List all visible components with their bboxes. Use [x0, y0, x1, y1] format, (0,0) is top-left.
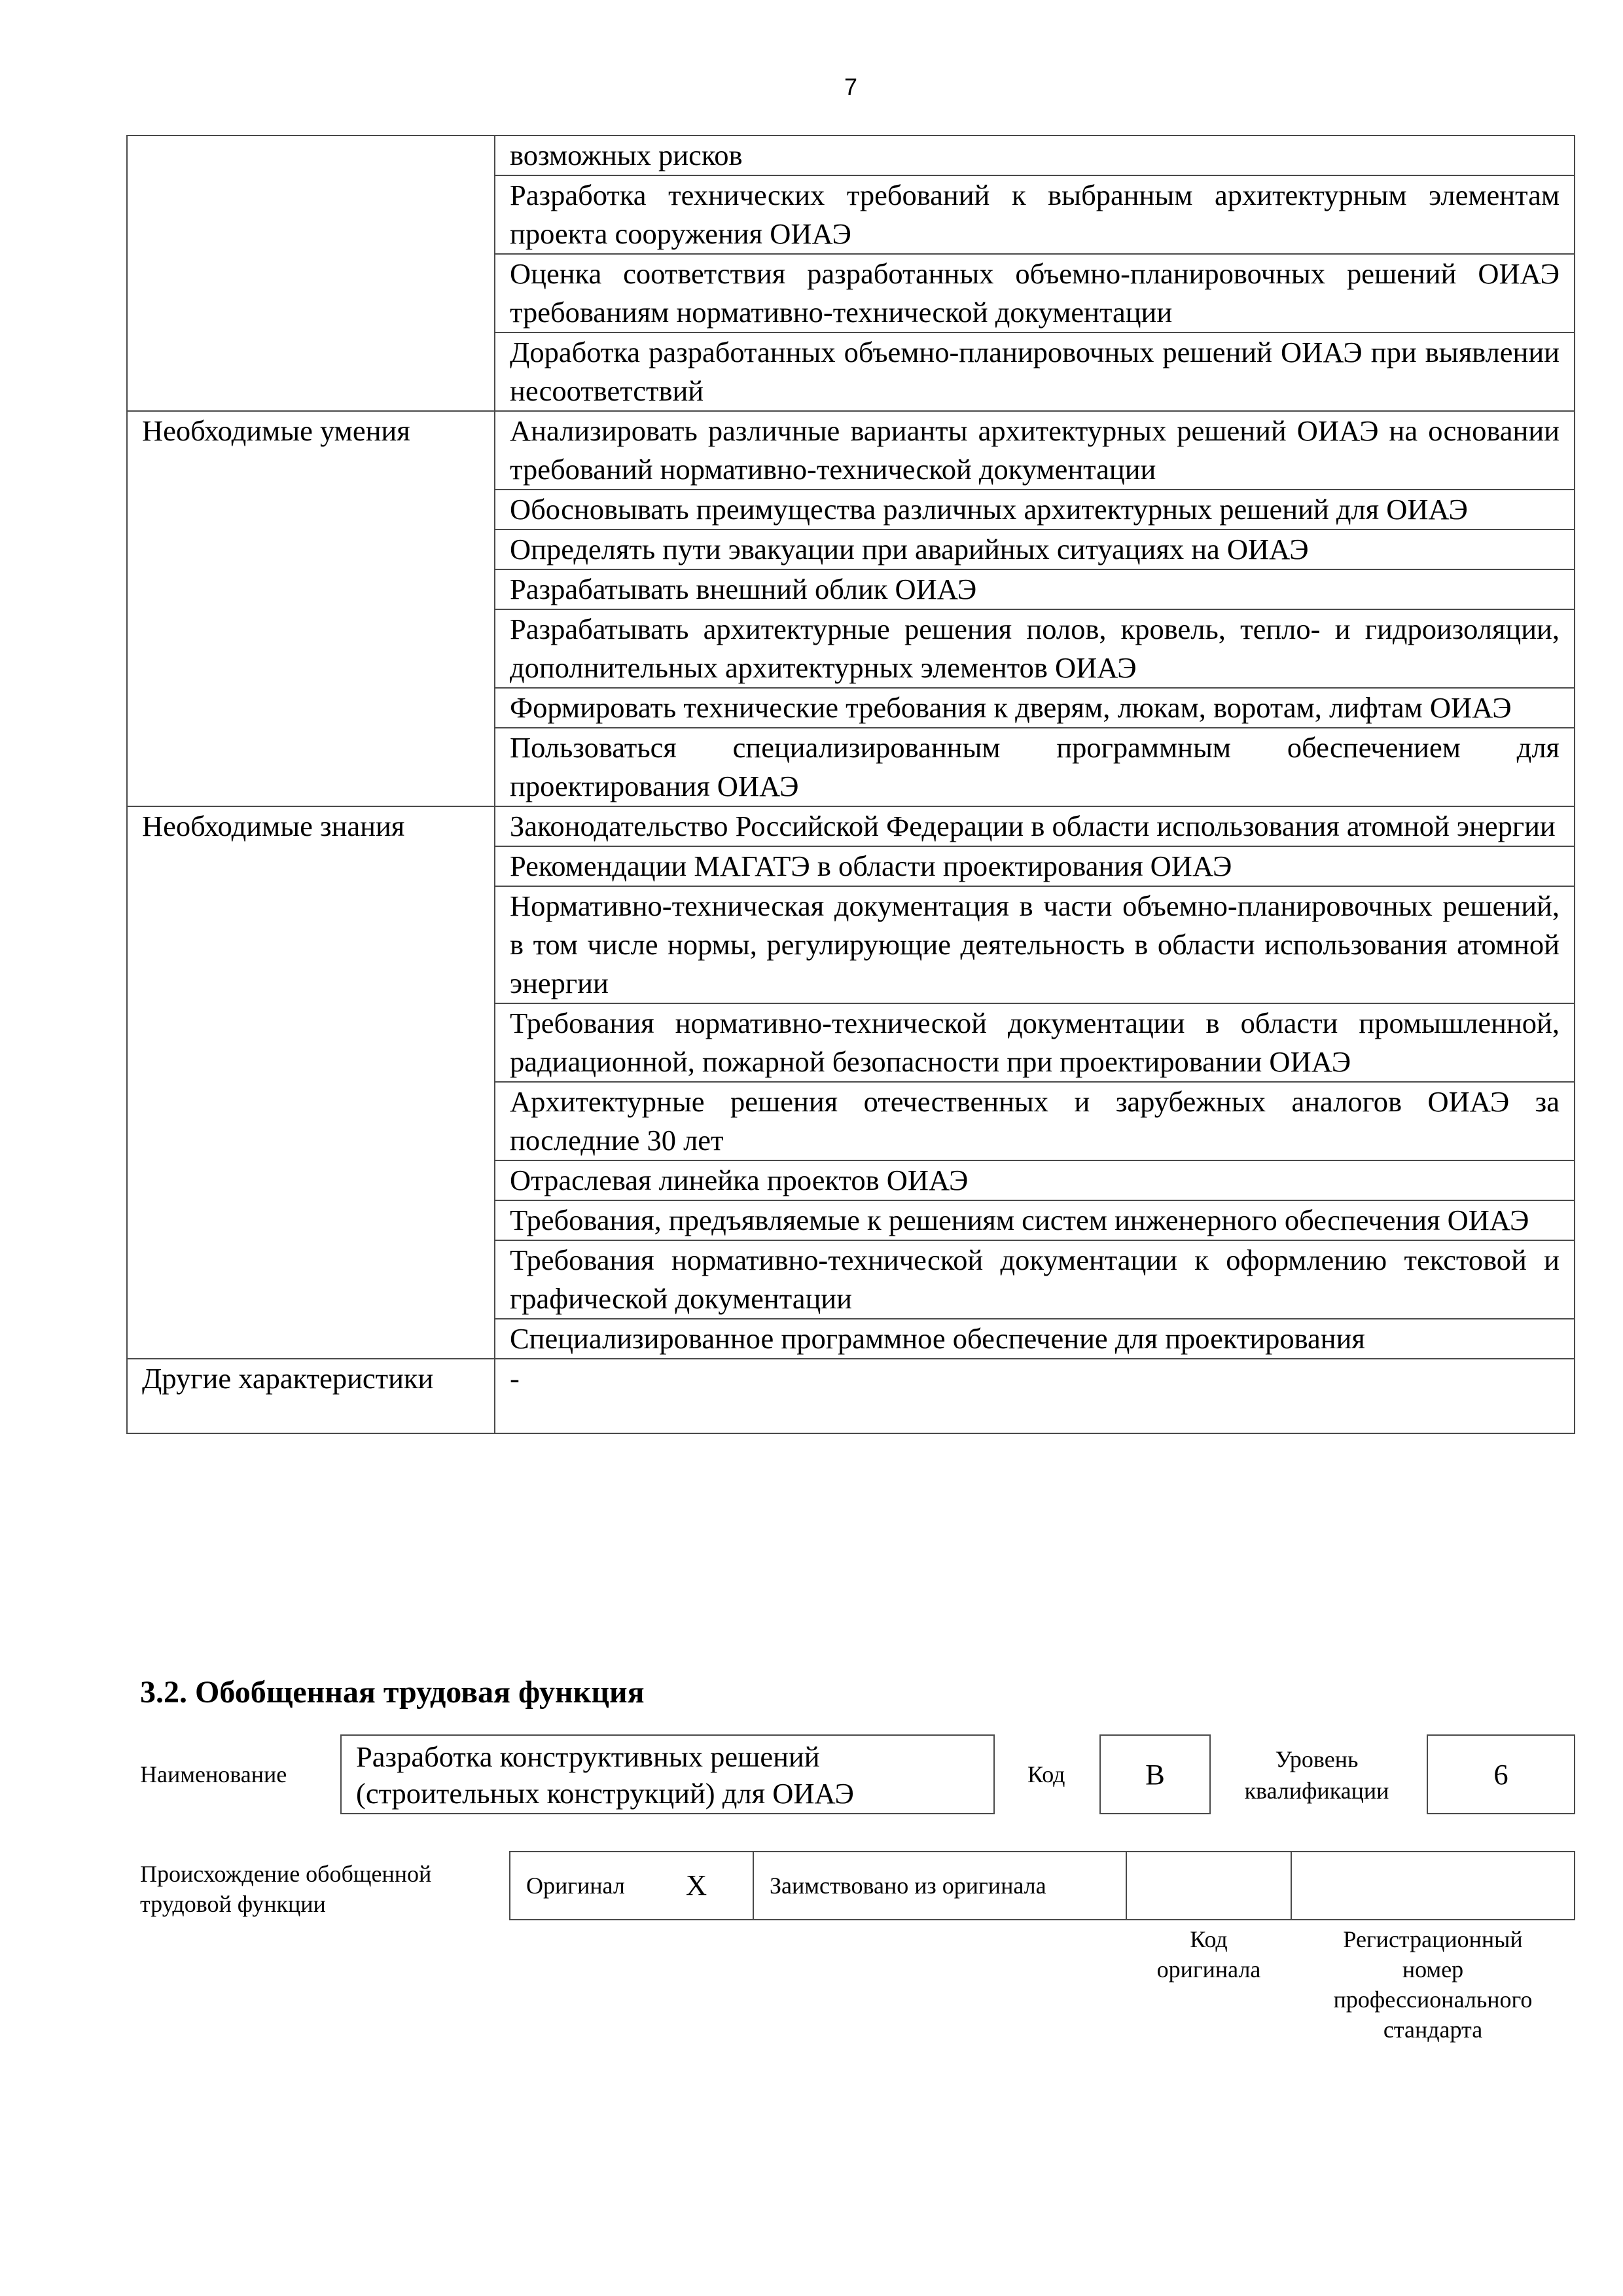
row-text: Законодательство Российской Федерации в области использования атомной энергии: [495, 806, 1575, 846]
reg-caption-line1: Регистрационный: [1343, 1926, 1523, 1952]
row-text: Разрабатывать внешний облик ОИАЭ: [495, 569, 1575, 609]
row-text: Разрабатывать архитектурные решения полов, кровель, тепло- и гидроизоляции, дополнительных архитектурных элементов ОИАЭ: [495, 609, 1575, 688]
competency-table: [126, 135, 1575, 1434]
table-row: [127, 411, 1575, 490]
row-label: [127, 135, 495, 411]
row-text: Требования нормативно-технической документации в области промышленной, радиационной, пожарной безопасности при проектировании ОИАЭ: [495, 1003, 1575, 1082]
table-row: [127, 806, 1575, 846]
table-row: [127, 135, 1575, 175]
level-label-line1: Уровень: [1275, 1746, 1359, 1772]
row-text: возможных рисков: [495, 135, 1575, 175]
table-row: [127, 1359, 1575, 1433]
row-text: Пользоваться специализированным программным обеспечением для проектирования ОИАЭ: [495, 728, 1575, 806]
borrowed-label: Заимствовано из оригинала: [770, 1873, 1046, 1899]
reg-caption-line2: номер: [1402, 1956, 1464, 1982]
original-cell: [509, 1851, 754, 1920]
row-text: Оценка соответствия разработанных объемно-планировочных решений ОИАЭ требованиям нормативно-технической документации: [495, 254, 1575, 332]
registration-number-cell: [1291, 1851, 1575, 1920]
row-text: Разработка технических требований к выбранным архитектурным элементам проекта сооружения ОИАЭ: [495, 175, 1575, 254]
page-number: 7: [844, 73, 858, 100]
name-value-line2: (строительных конструкций) для ОИАЭ: [356, 1777, 854, 1810]
row-text: Рекомендации МАГАТЭ в области проектирования ОИАЭ: [495, 846, 1575, 886]
name-label: Наименование: [140, 1761, 287, 1787]
code-value: B: [1099, 1734, 1211, 1814]
skills-label: Необходимые умения: [127, 411, 495, 806]
code-caption-line2: оригинала: [1156, 1956, 1261, 1982]
row-text: Отраслевая линейка проектов ОИАЭ: [495, 1160, 1575, 1200]
other-label: Другие характеристики: [127, 1359, 495, 1433]
row-text: Доработка разработанных объемно-планировочных решений ОИАЭ при выявлении несоответствий: [495, 332, 1575, 411]
row-text: Формировать технические требования к дверям, люкам, воротам, лифтам ОИАЭ: [495, 688, 1575, 728]
row-text: Специализированное программное обеспечение для проектирования: [495, 1319, 1575, 1359]
origin-label-line2: трудовой функции: [140, 1891, 326, 1917]
level-value: 6: [1427, 1734, 1575, 1814]
reg-caption-line3: профессионального: [1333, 1986, 1533, 2013]
borrowed-cell: [753, 1851, 1127, 1920]
row-text: Определять пути эвакуации при аварийных ситуациях на ОИАЭ: [495, 529, 1575, 569]
row-text: Нормативно-техническая документация в части объемно-планировочных решений, в том числе нормы, регулирующие деятельность в области использования атомной энергии: [495, 886, 1575, 1003]
origin-label-line1: Происхождение обобщенной: [140, 1861, 432, 1887]
code-caption-line1: Код: [1190, 1926, 1228, 1952]
reg-caption-line4: стандарта: [1383, 2017, 1483, 2043]
level-label-line2: квалификации: [1244, 1778, 1389, 1804]
original-label: Оригинал: [526, 1873, 625, 1899]
row-text: Архитектурные решения отечественных и зарубежных аналогов ОИАЭ за последние 30 лет: [495, 1082, 1575, 1160]
row-text: Требования нормативно-технической документации к оформлению текстовой и графической документации: [495, 1240, 1575, 1319]
name-value-box: [340, 1734, 995, 1814]
knowledge-label: Необходимые знания: [127, 806, 495, 1359]
row-text: Анализировать различные варианты архитектурных решений ОИАЭ на основании требований нормативно-технической документации: [495, 411, 1575, 490]
row-text: Обосновывать преимущества различных архитектурных решений для ОИАЭ: [495, 490, 1575, 529]
section-title: 3.2. Обобщенная трудовая функция: [140, 1675, 645, 1710]
row-text: -: [495, 1359, 1575, 1433]
original-mark: X: [686, 1869, 707, 1901]
row-text: Требования, предъявляемые к решениям систем инженерного обеспечения ОИАЭ: [495, 1200, 1575, 1240]
code-label: Код: [1027, 1761, 1065, 1787]
original-code-cell: [1126, 1851, 1292, 1920]
name-value-line1: Разработка конструктивных решений: [356, 1740, 820, 1773]
